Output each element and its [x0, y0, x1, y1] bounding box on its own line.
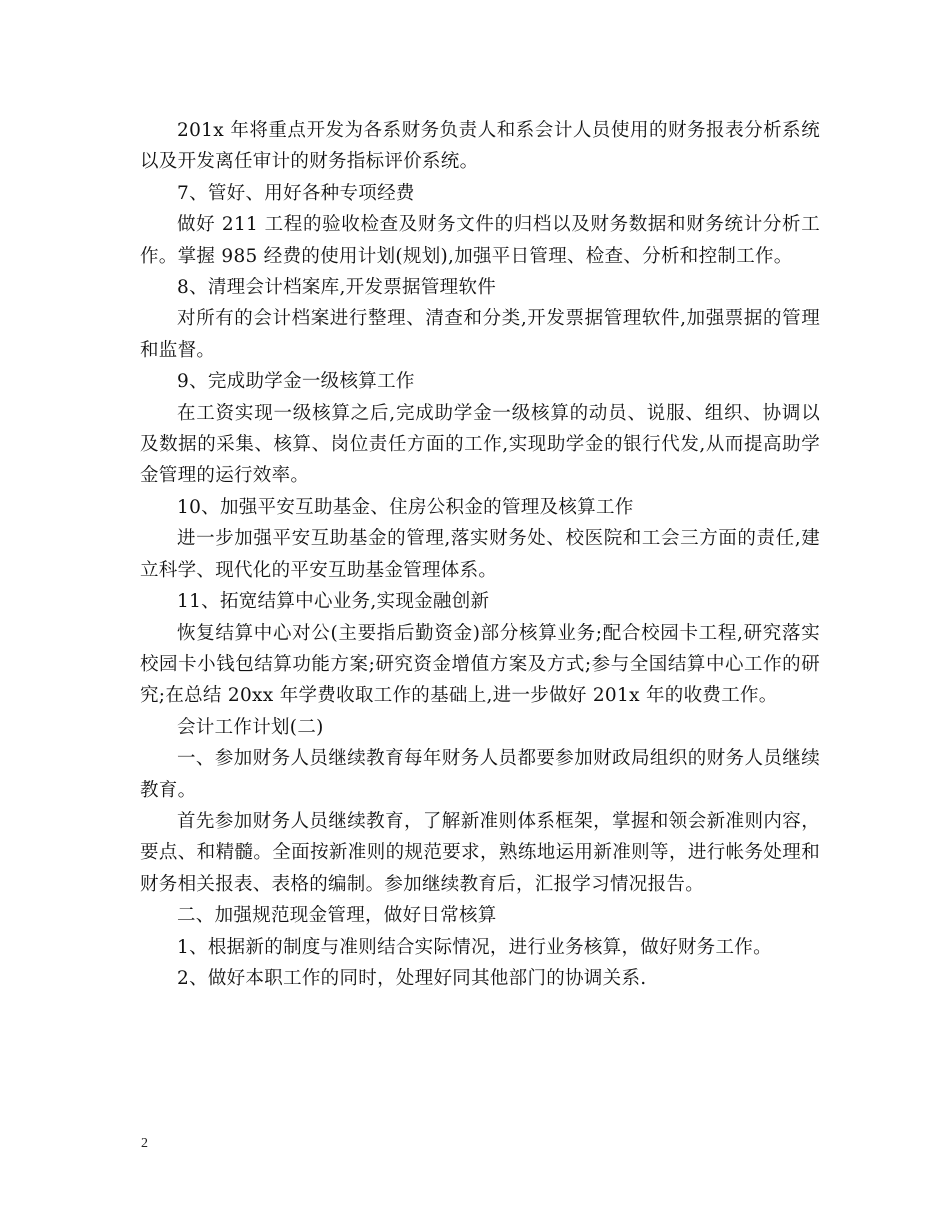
body-paragraph: 201x 年将重点开发为各系财务负责人和系会计人员使用的财务报表分析系统以及开发离任审计的财务指标评价系统。 — [140, 120, 820, 173]
body-paragraph: 在工资实现一级核算之后,完成助学金一级核算的动员、说服、组织、协调以及数据的采集、核算、岗位责任方面的工作,实现助学金的银行代发,从而提高助学金管理的运行效率。 — [140, 402, 820, 487]
body-paragraph: 做好 211 工程的验收检查及财务文件的归档以及财务数据和财务统计分析工作。掌握 985 经费的使用计划(规划),加强平日管理、检查、分析和控制工作。 — [140, 214, 820, 267]
section-heading-2: 二、加强规范现金管理，做好日常核算 — [177, 905, 497, 927]
body-paragraph: 恢复结算中心对公(主要指后勤资金)部分核算业务;配合校园卡工程,研究落实校园卡小钱包结算功能方案;研究资金增值方案及方式;参与全国结算中心工作的研究;在总结 20xx 年学费收取工作的基础上,进一步做好 201x 年的收费工作。 — [140, 622, 820, 707]
page-number: 2 — [141, 1136, 148, 1151]
section-heading-10: 10、加强平安互助基金、住房公积金的管理及核算工作 — [177, 496, 634, 518]
plan-title: 会计工作计划(二) — [177, 716, 324, 738]
list-item: 2、做好本职工作的同时，处理好同其他部门的协调关系. — [177, 967, 647, 989]
section-heading-1: 一、参加财务人员继续教育每年财务人员都要参加财政局组织的财务人员继续教育。 — [140, 748, 820, 801]
body-paragraph: 首先参加财务人员继续教育，了解新准则体系框架，掌握和领会新准则内容，要点、和精髓。全面按新准则的规范要求，熟练地运用新准则等，进行帐务处理和财务相关报表、表格的编制。参加继续教育后，汇报学习情况报告。 — [140, 810, 820, 895]
section-heading-8: 8、清理会计档案库,开发票据管理软件 — [177, 277, 497, 299]
body-paragraph: 进一步加强平安互助基金的管理,落实财务处、校医院和工会三方面的责任,建立科学、现代化的平安互助基金管理体系。 — [140, 528, 820, 581]
document-body — [140, 115, 820, 994]
section-heading-7: 7、管好、用好各种专项经费 — [177, 182, 415, 204]
section-heading-9: 9、完成助学金一级核算工作 — [177, 371, 415, 393]
list-item: 1、根据新的制度与准则结合实际情况，进行业务核算，做好财务工作。 — [177, 936, 772, 958]
body-paragraph: 对所有的会计档案进行整理、清查和分类,开发票据管理软件,加强票据的管理和监督。 — [140, 308, 820, 361]
section-heading-11: 11、拓宽结算中心业务,实现金融创新 — [177, 591, 490, 613]
